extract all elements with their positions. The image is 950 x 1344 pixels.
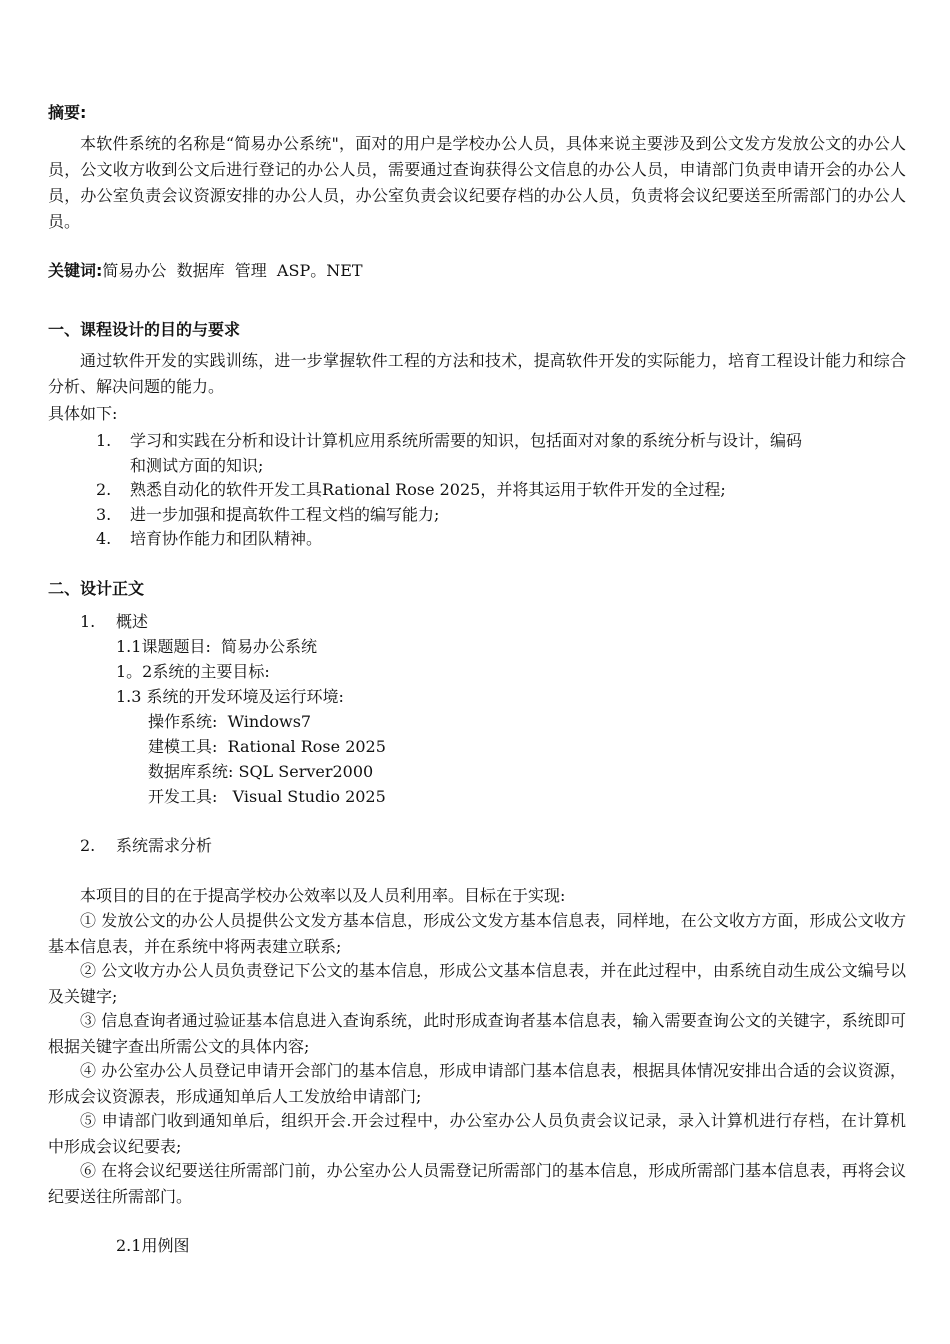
env-item: 建模工具: Rational Rose 2025 — [148, 737, 386, 756]
subsection-1-1: 1.1课题题目: 简易办公系统 — [116, 637, 318, 656]
list-item-number: 3. — [96, 505, 112, 524]
section1-intro: 通过软件开发的实践训练，进一步掌握软件工程的方法和技术，提高软件开发的实际能力，培育工程设计能力和综合分析、解决问题的能力。 — [48, 351, 906, 396]
requirement-point: ② 公文收方办公人员负责登记下公文的基本信息，形成公文基本信息表，并在此过程中，由系统自动生成公文编号以及关键字; — [48, 961, 906, 1006]
subsection-1-2: 1。2系统的主要目标: — [116, 662, 270, 681]
requirement-point: ④ 办公室办公人员登记申请开会部门的基本信息，形成申请部门基本信息表，根据具体情况安排出合适的会议资源，形成会议资源表，形成通知单后人工发放给申请部门; — [48, 1061, 906, 1106]
list-item-text: 学习和实践在分析和设计计算机应用系统所需要的知识，包括面对对象的系统分析与设计，编码 — [130, 431, 803, 450]
section1-title: 一、课程设计的目的与要求 — [48, 320, 241, 339]
list-item-number: 2. — [96, 480, 112, 499]
requirement-point: ③ 信息查询者通过验证基本信息进入查询系统，此时形成查询者基本信息表，输入需要查询公文的关键字，系统即可根据关键字查出所需公文的具体内容; — [48, 1011, 906, 1056]
keywords-label: 关键词: — [48, 261, 103, 280]
requirement-point: ① 发放公文的办公人员提供公文发方基本信息，形成公文发方基本信息表，同样地，在公文收方方面，形成公文收方基本信息表，并在系统中将两表建立联系; — [48, 911, 906, 956]
sub1-label: 概述 — [116, 612, 149, 631]
list-item-text-cont: 和测试方面的知识; — [130, 456, 264, 475]
subsection-2-1: 2.1用例图 — [116, 1236, 190, 1255]
env-item: 数据库系统: SQL Server2000 — [148, 762, 374, 781]
abstract-heading: 摘要: — [48, 103, 87, 122]
keywords-line — [48, 260, 363, 282]
subsection-1-3: 1.3 系统的开发环境及运行环境: — [116, 687, 344, 706]
env-item: 操作系统: Windows7 — [148, 712, 312, 731]
sub2-label: 系统需求分析 — [116, 836, 213, 855]
section1-lead: 具体如下: — [48, 404, 118, 423]
env-item: 开发工具: Visual Studio 2025 — [148, 787, 386, 806]
sub1-number: 1. — [80, 612, 96, 631]
list-item-text: 培育协作能力和团队精神。 — [130, 529, 323, 548]
keywords-text: 简易办公 数据库 管理 ASP。NET — [102, 261, 363, 280]
requirement-point: ⑤ 申请部门收到通知单后，组织开会.开会过程中，办公室办公人员负责会议记录，录入计算机进行存档，在计算机中形成会议纪要表; — [48, 1111, 906, 1156]
abstract-body: 本软件系统的名称是“简易办公系统"，面对的用户是学校办公人员，具体来说主要涉及到公文发方发放公文的办公人员，公文收方收到公文后进行登记的办公人员，需要通过查询获得公文信息的办公人员，申请部门负责申请开会的办公人员，办公室负责会议资源安排的办公人员，办公室负责会议纪要存档的办公人员，负责将会议纪要送至所需部门的办公人员。 — [48, 134, 906, 231]
requirements-intro: 本项目的目的在于提高学校办公效率以及人员利用率。目标在于实现: — [80, 886, 566, 905]
section2-title: 二、设计正文 — [48, 579, 145, 598]
list-item-text: 熟悉自动化的软件开发工具Rational Rose 2025，并将其运用于软件开发的全过程; — [130, 480, 726, 499]
requirement-point: ⑥ 在将会议纪要送往所需部门前，办公室办公人员需登记所需部门的基本信息，形成所需部门基本信息表，再将会议纪要送往所需部门。 — [48, 1161, 906, 1206]
sub2-number: 2. — [80, 836, 96, 855]
list-item-text: 进一步加强和提高软件工程文档的编写能力; — [130, 505, 440, 524]
list-item-number: 1. — [96, 431, 112, 450]
list-item-number: 4. — [96, 529, 112, 548]
